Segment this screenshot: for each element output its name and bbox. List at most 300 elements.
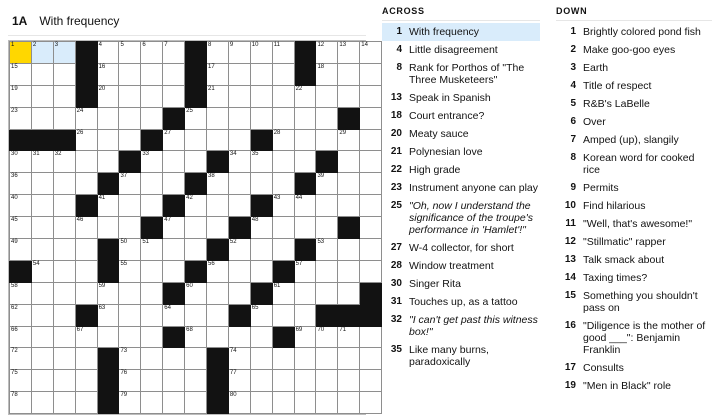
grid-cell[interactable] [163,85,185,107]
grid-cell[interactable] [228,63,250,85]
grid-cell[interactable] [10,392,32,414]
grid-cell[interactable] [316,173,338,195]
grid-cell[interactable] [228,129,250,151]
down-clue-item[interactable] [556,149,712,179]
down-clue-item[interactable] [556,359,712,377]
down-clue-item[interactable] [556,377,712,395]
grid-cell[interactable] [207,326,229,348]
grid-cell[interactable] [163,239,185,261]
grid-cell[interactable] [163,151,185,173]
grid-cell[interactable] [185,304,207,326]
grid-cell[interactable] [185,129,207,151]
grid-cell[interactable] [316,326,338,348]
grid-cell[interactable] [228,282,250,304]
grid-cell[interactable] [97,326,119,348]
grid-cell[interactable] [97,151,119,173]
grid-cell[interactable] [338,63,360,85]
down-clue-text: Earth [583,62,609,74]
grid-cell[interactable] [141,42,163,64]
grid-cell[interactable] [316,392,338,414]
grid-cell[interactable] [75,282,97,304]
grid-cell[interactable] [360,392,382,414]
grid-cell[interactable] [10,173,32,195]
grid-cell[interactable] [141,173,163,195]
grid-cell[interactable] [141,107,163,129]
grid-cell[interactable] [272,370,294,392]
grid-cell-number: 50 [120,239,128,246]
across-clue-item[interactable] [382,107,540,125]
grid-cell[interactable] [141,304,163,326]
grid-cell[interactable] [75,370,97,392]
down-clue-item[interactable] [556,197,712,215]
grid-cell[interactable] [141,85,163,107]
grid-cell[interactable] [119,63,141,85]
across-clue-item[interactable] [382,89,540,107]
grid-cell[interactable] [250,239,272,261]
grid-cell[interactable] [141,392,163,414]
grid-cell[interactable] [207,85,229,107]
grid-cell[interactable] [294,151,316,173]
grid-cell[interactable] [207,217,229,239]
down-clue-text: Over [583,116,606,128]
grid-cell[interactable] [228,326,250,348]
down-clue-item[interactable] [556,41,712,59]
grid-cell[interactable] [53,304,75,326]
grid-cell[interactable] [338,42,360,64]
down-clue-text: "Well, that's awesome!" [583,218,693,230]
grid-cell[interactable] [207,42,229,64]
grid-cell[interactable] [163,63,185,85]
grid-cell[interactable] [360,217,382,239]
grid-cell[interactable] [250,63,272,85]
grid-cell[interactable] [294,370,316,392]
across-clue-item[interactable] [382,341,540,371]
grid-cell[interactable] [316,370,338,392]
grid-cell[interactable] [163,217,185,239]
grid-cell[interactable] [75,129,97,151]
grid-cell[interactable] [10,282,32,304]
down-clue-item[interactable] [556,95,712,113]
grid-cell-number: 46 [76,217,84,224]
across-clue-number: 35 [390,344,402,355]
grid-cell[interactable] [360,151,382,173]
grid-cell[interactable] [338,239,360,261]
grid-cell[interactable] [97,195,119,217]
grid-cell[interactable] [97,85,119,107]
grid-cell[interactable] [316,107,338,129]
grid-cell[interactable] [185,326,207,348]
across-clue-item[interactable] [382,161,540,179]
grid-cell[interactable] [228,370,250,392]
grid-cell[interactable] [360,85,382,107]
grid-cell[interactable] [272,239,294,261]
grid-cell[interactable] [163,370,185,392]
grid-cell[interactable] [228,173,250,195]
grid-cell[interactable] [185,282,207,304]
grid-cell[interactable] [53,42,75,64]
grid-cell[interactable] [360,370,382,392]
grid-cell[interactable] [316,63,338,85]
grid-cell[interactable] [31,370,53,392]
grid-cell-number: 6 [142,42,146,48]
grid-cell[interactable] [185,348,207,370]
across-clue-text: Touches up, as a tattoo [409,296,518,308]
grid-cell[interactable] [272,85,294,107]
grid-cell[interactable] [294,85,316,107]
grid-cell[interactable] [53,326,75,348]
grid-cell[interactable] [163,392,185,414]
grid-cell[interactable] [294,326,316,348]
grid-cell[interactable] [294,348,316,370]
grid-cell[interactable] [360,129,382,151]
grid-cell[interactable] [97,217,119,239]
grid-cell[interactable] [53,173,75,195]
grid-cell[interactable] [10,107,32,129]
grid-cell[interactable] [75,151,97,173]
grid-cell[interactable] [250,392,272,414]
grid-cell[interactable] [338,173,360,195]
grid-cell[interactable] [31,85,53,107]
grid-cell[interactable] [75,239,97,261]
grid-cell[interactable] [31,348,53,370]
grid-cell[interactable] [119,217,141,239]
grid-cell[interactable] [316,42,338,64]
grid-cell[interactable] [338,392,360,414]
grid-cell[interactable] [294,260,316,282]
down-clue-item[interactable] [556,233,712,251]
grid-cell[interactable] [75,326,97,348]
grid-cell[interactable] [10,217,32,239]
across-clue-list[interactable] [382,23,540,371]
grid-cell[interactable] [119,129,141,151]
across-clue-item[interactable] [382,143,540,161]
grid-cell[interactable] [10,370,32,392]
grid-cell[interactable] [163,173,185,195]
grid-cell[interactable] [31,304,53,326]
current-clue-bar[interactable] [8,6,366,36]
grid-cell[interactable] [141,239,163,261]
grid-row [10,239,382,261]
across-clue-item[interactable] [382,239,540,257]
grid-cell[interactable] [294,282,316,304]
grid-cell[interactable] [228,107,250,129]
grid-cell-block [75,85,97,107]
grid-cell[interactable] [119,260,141,282]
grid-cell[interactable] [185,195,207,217]
grid-cell[interactable] [228,260,250,282]
grid-cell[interactable] [53,107,75,129]
grid-cell[interactable] [272,195,294,217]
grid-cell[interactable] [250,217,272,239]
grid-cell[interactable] [185,151,207,173]
down-clue-item[interactable] [556,59,712,77]
grid-cell[interactable] [31,63,53,85]
grid-cell-number: 77 [229,370,237,377]
grid-cell-block [97,392,119,414]
grid-cell[interactable] [360,348,382,370]
grid-cell[interactable] [250,151,272,173]
grid-cell[interactable] [141,370,163,392]
down-clue-item[interactable] [556,287,712,317]
across-clue-text: Window treatment [409,260,494,272]
grid-cell[interactable] [53,195,75,217]
across-clue-item[interactable] [382,197,540,239]
grid-cell[interactable] [163,348,185,370]
grid-cell[interactable] [338,326,360,348]
grid-cell[interactable] [316,239,338,261]
grid-cell[interactable] [141,63,163,85]
grid-cell[interactable] [207,195,229,217]
grid-cell[interactable] [338,195,360,217]
across-clue-number: 13 [390,92,402,103]
grid-cell[interactable] [10,63,32,85]
grid-cell[interactable] [53,282,75,304]
grid-cell[interactable] [316,260,338,282]
across-clue-item[interactable] [382,125,540,143]
grid-cell[interactable] [207,282,229,304]
grid-cell[interactable] [272,173,294,195]
grid-cell[interactable] [185,239,207,261]
grid-cell[interactable] [53,151,75,173]
grid-cell[interactable] [250,42,272,64]
grid-cell[interactable] [185,217,207,239]
across-clue-item[interactable] [382,275,540,293]
down-clue-item[interactable] [556,317,712,359]
grid-cell[interactable] [141,348,163,370]
grid-cell[interactable] [10,239,32,261]
grid-cell[interactable] [338,348,360,370]
down-clue-item[interactable] [556,269,712,287]
grid-cell[interactable] [53,217,75,239]
grid-cell[interactable] [338,282,360,304]
grid-cell[interactable] [207,173,229,195]
grid-cell-number: 12 [317,42,325,48]
grid-cell[interactable] [228,42,250,64]
grid-cell[interactable] [97,42,119,64]
grid-cell[interactable] [75,107,97,129]
grid-cell[interactable] [53,85,75,107]
grid-table[interactable] [9,41,382,414]
grid-cell[interactable] [119,85,141,107]
grid-cell[interactable] [228,392,250,414]
grid-cell[interactable] [360,239,382,261]
grid-cell[interactable] [31,260,53,282]
grid-cell[interactable] [316,282,338,304]
grid-cell-block [163,195,185,217]
grid-cell[interactable] [119,348,141,370]
grid-cell[interactable] [338,151,360,173]
grid-cell[interactable] [31,195,53,217]
grid-cell[interactable] [10,42,32,64]
grid-cell[interactable] [294,129,316,151]
grid-cell[interactable] [338,370,360,392]
grid-cell[interactable] [10,195,32,217]
grid-cell[interactable] [360,326,382,348]
across-clue-item[interactable] [382,41,540,59]
across-clue-text: Polynesian love [409,146,483,158]
grid-cell[interactable] [10,326,32,348]
grid-cell[interactable] [294,392,316,414]
grid-cell[interactable] [316,348,338,370]
grid-cell[interactable] [31,282,53,304]
grid-cell[interactable] [316,129,338,151]
grid-cell[interactable] [272,304,294,326]
grid-cell[interactable] [75,173,97,195]
down-clue-list[interactable] [556,23,712,395]
grid-row [10,195,382,217]
grid-cell[interactable] [228,151,250,173]
grid-cell[interactable] [97,63,119,85]
grid-cell[interactable] [163,260,185,282]
grid-cell[interactable] [250,304,272,326]
grid-cell[interactable] [338,129,360,151]
grid-cell[interactable] [75,348,97,370]
across-clue-item[interactable] [382,179,540,197]
grid-cell[interactable] [75,217,97,239]
grid-cell[interactable] [97,304,119,326]
grid-cell[interactable] [53,348,75,370]
grid-cell[interactable] [31,173,53,195]
grid-cell[interactable] [360,107,382,129]
grid-cell[interactable] [53,370,75,392]
grid-cell[interactable] [207,63,229,85]
grid-cell[interactable] [10,151,32,173]
grid-cell[interactable] [119,304,141,326]
grid-cell[interactable] [53,392,75,414]
grid-cell[interactable] [31,151,53,173]
grid-cell[interactable] [272,107,294,129]
across-clue-item[interactable] [382,59,540,89]
grid-cell[interactable] [53,239,75,261]
grid-cell[interactable] [141,282,163,304]
grid-cell[interactable] [119,392,141,414]
grid-cell-number: 34 [229,151,237,158]
grid-cell[interactable] [360,63,382,85]
grid-cell[interactable] [338,260,360,282]
grid-cell[interactable] [207,107,229,129]
grid-cell[interactable] [119,282,141,304]
grid-cell[interactable] [31,326,53,348]
grid-cell-number: 67 [76,326,84,333]
grid-cell[interactable] [119,42,141,64]
grid-cell[interactable] [53,63,75,85]
grid-cell-number: 33 [142,151,150,158]
grid-cell[interactable] [119,239,141,261]
grid-cell[interactable] [141,326,163,348]
grid-cell[interactable] [294,107,316,129]
grid-cell[interactable] [163,42,185,64]
grid-cell[interactable] [250,85,272,107]
grid-cell[interactable] [97,282,119,304]
grid-cell[interactable] [228,239,250,261]
down-clue-item[interactable] [556,77,712,95]
grid-cell[interactable] [185,392,207,414]
grid-cell[interactable] [360,260,382,282]
grid-cell[interactable] [97,107,119,129]
crossword-grid[interactable] [8,40,366,415]
grid-cell[interactable] [31,392,53,414]
grid-cell[interactable] [272,348,294,370]
grid-cell[interactable] [250,107,272,129]
grid-cell[interactable] [360,195,382,217]
across-clue-item[interactable] [382,257,540,275]
grid-cell[interactable] [75,260,97,282]
grid-cell[interactable] [228,195,250,217]
grid-cell[interactable] [294,217,316,239]
grid-cell[interactable] [250,326,272,348]
grid-cell[interactable] [250,260,272,282]
grid-cell[interactable] [141,151,163,173]
grid-cell[interactable] [119,173,141,195]
grid-cell[interactable] [10,348,32,370]
grid-row [10,129,382,151]
grid-cell[interactable] [250,173,272,195]
grid-cell[interactable] [272,42,294,64]
grid-cell[interactable] [31,239,53,261]
grid-cell[interactable] [97,129,119,151]
across-clue-item[interactable] [382,293,540,311]
grid-cell[interactable] [31,217,53,239]
grid-cell[interactable] [75,392,97,414]
grid-cell[interactable] [316,195,338,217]
grid-cell[interactable] [272,217,294,239]
grid-cell[interactable] [185,370,207,392]
grid-cell[interactable] [207,304,229,326]
grid-cell[interactable] [316,217,338,239]
grid-cell[interactable] [53,260,75,282]
grid-cell[interactable] [250,370,272,392]
grid-cell[interactable] [163,304,185,326]
grid-cell[interactable] [119,370,141,392]
grid-cell[interactable] [31,42,53,64]
grid-cell[interactable] [31,107,53,129]
across-clue-item[interactable] [382,23,540,41]
grid-cell[interactable] [207,260,229,282]
down-clue-item[interactable] [556,179,712,197]
grid-cell[interactable] [163,129,185,151]
grid-cell[interactable] [272,282,294,304]
down-clue-item[interactable] [556,251,712,269]
grid-cell[interactable] [119,326,141,348]
grid-cell[interactable] [360,42,382,64]
grid-cell[interactable] [294,304,316,326]
grid-cell[interactable] [207,129,229,151]
grid-cell[interactable] [10,85,32,107]
down-clue-item[interactable] [556,215,712,233]
grid-cell[interactable] [272,63,294,85]
grid-cell[interactable] [119,107,141,129]
down-clue-item[interactable] [556,131,712,149]
grid-cell[interactable] [272,151,294,173]
grid-cell[interactable] [141,195,163,217]
grid-cell[interactable] [119,195,141,217]
grid-cell[interactable] [272,129,294,151]
grid-cell[interactable] [228,348,250,370]
grid-cell[interactable] [250,348,272,370]
grid-cell[interactable] [294,195,316,217]
grid-cell[interactable] [228,85,250,107]
grid-cell[interactable] [316,85,338,107]
grid-cell[interactable] [10,304,32,326]
grid-cell[interactable] [141,260,163,282]
across-clue-item[interactable] [382,311,540,341]
down-clue-item[interactable] [556,113,712,131]
down-clue-item[interactable] [556,23,712,41]
grid-cell[interactable] [360,173,382,195]
grid-cell[interactable] [338,85,360,107]
grid-cell[interactable] [185,107,207,129]
grid-cell[interactable] [272,392,294,414]
